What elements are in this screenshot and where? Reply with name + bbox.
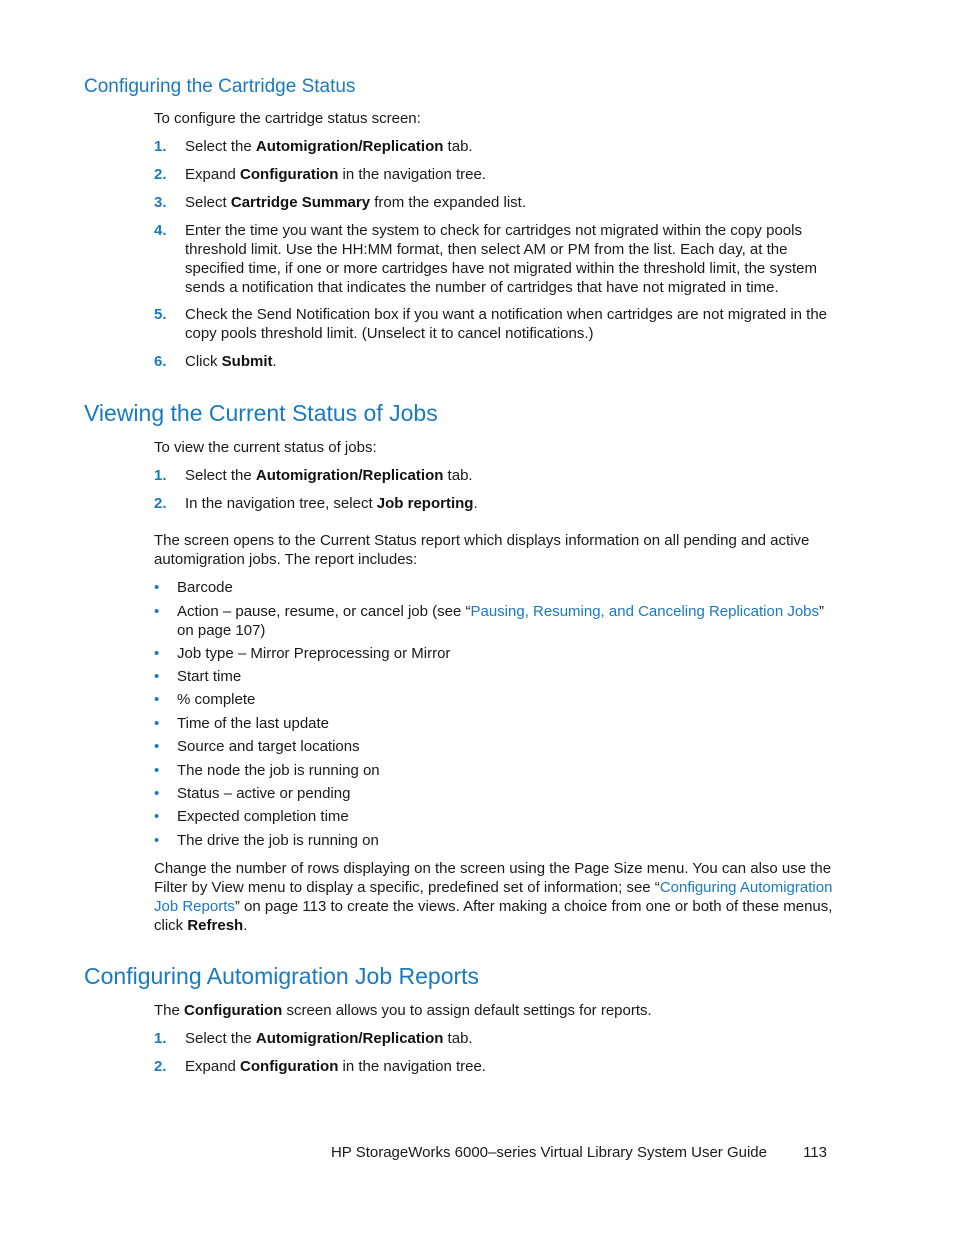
section-heading-cartridge-status: Configuring the Cartridge Status <box>84 76 356 97</box>
section-intro: To configure the cartridge status screen: <box>154 110 421 127</box>
bullet-icon: • <box>154 785 160 802</box>
footer-title: HP StorageWorks 6000–series Virtual Library System User Guide <box>330 1144 767 1161</box>
step-number: 4. <box>154 222 167 239</box>
bullet-icon: • <box>154 808 160 825</box>
list-item: Time of the last update <box>177 715 330 732</box>
report-description: The screen opens to the Current Status report which displays information on all pending and active automigration jobs. The report includes: <box>154 532 810 568</box>
bullet-icon: • <box>154 832 160 849</box>
step-text: In the navigation tree, select Job reporting. <box>185 495 478 512</box>
section-intro: The Configuration screen allows you to assign default settings for reports. <box>154 1002 652 1019</box>
list-item: Action – pause, resume, or cancel job (see “Pausing, Resuming, and Canceling Replication Jobs” on page 107) <box>177 603 825 639</box>
bullet-icon: • <box>154 603 160 620</box>
bullet-icon: • <box>154 668 160 685</box>
step-number: 2. <box>154 1058 167 1075</box>
list-item: The node the job is running on <box>177 762 380 779</box>
step-number: 1. <box>154 1030 167 1047</box>
section-heading-current-status: Viewing the Current Status of Jobs <box>84 400 438 426</box>
list-item: The drive the job is running on <box>177 832 379 849</box>
step-text: Select the Automigration/Replication tab. <box>185 1030 473 1047</box>
link-configuring-job-reports[interactable]: Configuring Automigration Job Reports <box>154 879 833 915</box>
step-text: Expand Configuration in the navigation tree. <box>185 1058 486 1075</box>
step-number: 2. <box>154 166 167 183</box>
list-item: Source and target locations <box>177 738 360 755</box>
bullet-icon: • <box>154 738 160 755</box>
step-text: Select Cartridge Summary from the expanded list. <box>185 194 526 211</box>
bullet-icon: • <box>154 715 160 732</box>
page-size-paragraph: Change the number of rows displaying on the screen using the Page Size menu. You can also use the Filter by View menu to display a specific, predefined set of information; see “Configuring Automigration Job Reports” on page 113 to create the views. After making a choice from one or both of these menus, click Refresh. <box>154 860 833 934</box>
step-number: 3. <box>154 194 167 211</box>
step-text: Click Submit. <box>185 353 277 370</box>
list-item: Job type – Mirror Preprocessing or Mirror <box>177 645 451 662</box>
list-item: Barcode <box>177 579 233 596</box>
step-text: Enter the time you want the system to check for cartridges not migrated within the copy pools threshold limit. Use the HH:MM format, then select AM or PM from the list. Each day, at the specified time, if one or more cartridges have not migrated within the threshold limit, the system sends a notification that indicates the number of cartridges that have not migrated in time. <box>185 222 817 296</box>
list-item: Status – active or pending <box>177 785 351 802</box>
bullet-icon: • <box>154 645 160 662</box>
step-number: 6. <box>154 353 167 370</box>
bullet-icon: • <box>154 579 160 596</box>
step-number: 2. <box>154 495 167 512</box>
list-item: Expected completion time <box>177 808 349 825</box>
bullet-icon: • <box>154 762 160 779</box>
section-intro: To view the current status of jobs: <box>154 439 377 456</box>
section-heading-job-reports: Configuring Automigration Job Reports <box>84 963 480 989</box>
step-text: Expand Configuration in the navigation tree. <box>185 166 486 183</box>
step-text: Select the Automigration/Replication tab. <box>185 467 473 484</box>
bullet-icon: • <box>154 691 160 708</box>
step-text: Check the Send Notification box if you want a notification when cartridges are not migrated in the copy pools threshold limit. (Unselect it to cancel notifications.) <box>185 306 828 342</box>
list-item: Start time <box>177 668 242 685</box>
page-number: 113 <box>803 1144 827 1161</box>
list-item: % complete <box>177 691 256 708</box>
step-number: 1. <box>154 138 167 155</box>
step-number: 1. <box>154 467 167 484</box>
step-number: 5. <box>154 306 167 323</box>
step-text: Select the Automigration/Replication tab. <box>185 138 473 155</box>
link-pausing-resuming[interactable]: Pausing, Resuming, and Canceling Replication Jobs <box>470 603 820 620</box>
